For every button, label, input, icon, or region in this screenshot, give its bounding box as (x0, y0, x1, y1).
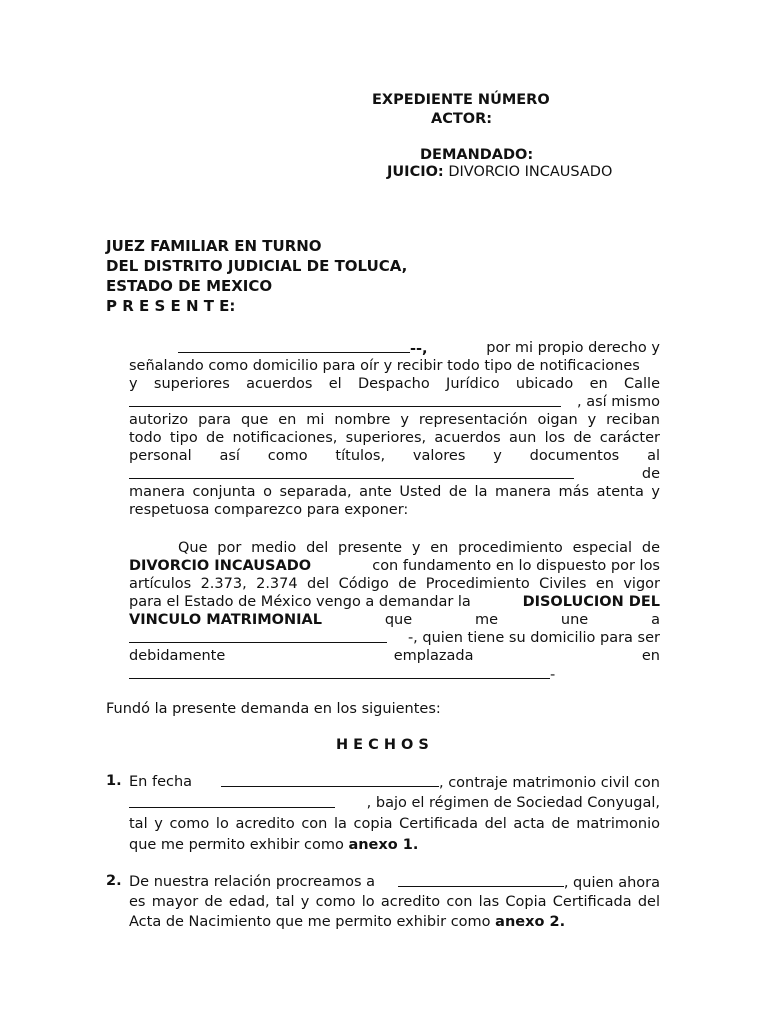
anexo-2: anexo 2. (495, 914, 566, 930)
intro-line-2 (129, 357, 660, 375)
word: y (493, 448, 502, 464)
item-2-line-1 (129, 873, 660, 892)
petition-line-1 (178, 539, 660, 557)
spouse-address-blank (129, 665, 550, 679)
intro-line-7 (129, 447, 660, 465)
item-1-text-a: En fecha (129, 774, 193, 790)
word: personal (129, 448, 192, 464)
intro-line-6 (129, 429, 660, 447)
intro-line-1 (178, 339, 660, 358)
word: valores (412, 448, 466, 464)
expediente-label: EXPEDIENTE NÚMERO (372, 92, 550, 108)
petition-line-6 (129, 629, 660, 647)
intro-suffix: --, (410, 341, 428, 357)
intro-text-8: de (641, 466, 660, 482)
word: une (560, 612, 589, 628)
anexo-1: anexo 1. (348, 837, 419, 853)
spouse-blank (129, 794, 335, 808)
word: como (267, 448, 308, 464)
word: debidamente (129, 648, 226, 664)
item-1-text-b: , contraje matrimonio civil con (438, 775, 660, 791)
item-2-text-d: Acta de Nacimiento que me permito exhibir como (129, 914, 491, 930)
word: así (219, 448, 240, 464)
petition-line-4 (129, 593, 660, 611)
spouse-name-blank (129, 629, 387, 643)
petition-suffix: - (550, 667, 556, 683)
word: emplazada (393, 648, 474, 664)
petition-line-2 (129, 557, 660, 575)
addressee-block (106, 236, 407, 316)
disolucion-bold: DISOLUCION DEL (522, 594, 660, 610)
item-2-text-b: , quien ahora (563, 875, 660, 891)
item-1-text-c: , bajo el régimen de Sociedad Conyugal, (366, 795, 660, 811)
intro-text-9: manera conjunta o separada, ante Usted de la manera más atenta y (129, 484, 660, 500)
juicio-value: DIVORCIO INCAUSADO (448, 164, 613, 180)
petition-line-3 (129, 575, 660, 593)
intro-text-1: por mi propio derecho y (486, 340, 660, 356)
intro-text-6: todo tipo de notificaciones, superiores, acuerdos aun los de carácter (129, 430, 660, 446)
word: me (475, 612, 499, 628)
intro-text-3: y superiores acuerdos el Despacho Jurídico ubicado en Calle (129, 376, 660, 392)
intro-text-5: autorizo para que en mi nombre y representación oigan y reciban (129, 412, 660, 428)
addressee-line-3: ESTADO DE MEXICO (106, 277, 273, 295)
item-2-text-a: De nuestra relación procreamos a (129, 874, 376, 890)
petition-text-6: -, quien tiene su domicilio para ser (407, 630, 660, 646)
vinculo-bold: VINCULO MATRIMONIAL (129, 612, 322, 628)
intro-line-10 (129, 501, 660, 519)
item-2-text-c: es mayor de edad, tal y como lo acredito con las Copia Certificada del (129, 894, 660, 910)
fundo-line: Fundó la presente demanda en los siguientes: (106, 701, 441, 717)
intro-line-3 (129, 375, 660, 393)
item-1-number: 1. (106, 773, 122, 789)
intro-text-4: , así mismo (577, 394, 660, 410)
intro-text-10: respetuosa comparezco para exponer: (129, 502, 409, 518)
word: al (647, 448, 660, 464)
child-name-blank (398, 873, 564, 887)
hechos-title: H E C H O S (336, 737, 429, 753)
item-1-line-3 (129, 815, 660, 833)
petition-text-2: con fundamento en lo dispuesto por los (372, 558, 660, 574)
addressee-line-2: DEL DISTRITO JUDICIAL DE TOLUCA, (106, 257, 408, 275)
word: en (641, 648, 660, 664)
word: que (384, 612, 413, 628)
intro-line-9 (129, 483, 660, 501)
petition-text-4: para el Estado de México vengo a demandar la (129, 594, 471, 610)
word: títulos, (335, 448, 386, 464)
item-1-text-e: que me permito exhibir como (129, 837, 344, 853)
juicio-line (387, 164, 612, 180)
divorcio-incausado-bold: DIVORCIO INCAUSADO (129, 558, 312, 574)
item-1-text-d: tal y como lo acredito con la copia Certificada del acta de matrimonio (129, 816, 660, 832)
petition-text-3: artículos 2.373, 2.374 del Código de Procedimiento Civiles en vigor (129, 576, 660, 592)
intro-line-4 (129, 393, 660, 411)
intro-line-8 (129, 465, 660, 483)
item-1-line-2 (129, 794, 660, 812)
addressee-line-1: JUEZ FAMILIAR EN TURNO (106, 237, 322, 255)
word: a (651, 612, 660, 628)
juicio-label: JUICIO: (387, 164, 444, 180)
item-2-line-2 (129, 893, 660, 911)
marriage-date-blank (221, 773, 439, 787)
item-2-number: 2. (106, 873, 122, 889)
item-2-line-3 (129, 913, 660, 931)
addressee-line-4: P R E S E N T E: (106, 297, 236, 315)
address-blank (129, 393, 561, 407)
item-1-line-1 (129, 773, 660, 792)
petition-line-7 (129, 647, 660, 665)
demandado-label: DEMANDADO: (420, 147, 534, 163)
intro-line-5 (129, 411, 660, 429)
actor-label: ACTOR: (431, 111, 493, 127)
item-1-line-4 (129, 836, 660, 854)
intro-text-2: señalando como domicilio para oír y recibir todo tipo de notificaciones (129, 358, 640, 374)
word: documentos (529, 448, 620, 464)
authorized-blank (129, 465, 574, 479)
petition-line-5 (129, 611, 660, 629)
petition-text-1: Que por medio del presente y en procedimiento especial de (178, 540, 660, 556)
petition-line-8 (129, 665, 660, 684)
